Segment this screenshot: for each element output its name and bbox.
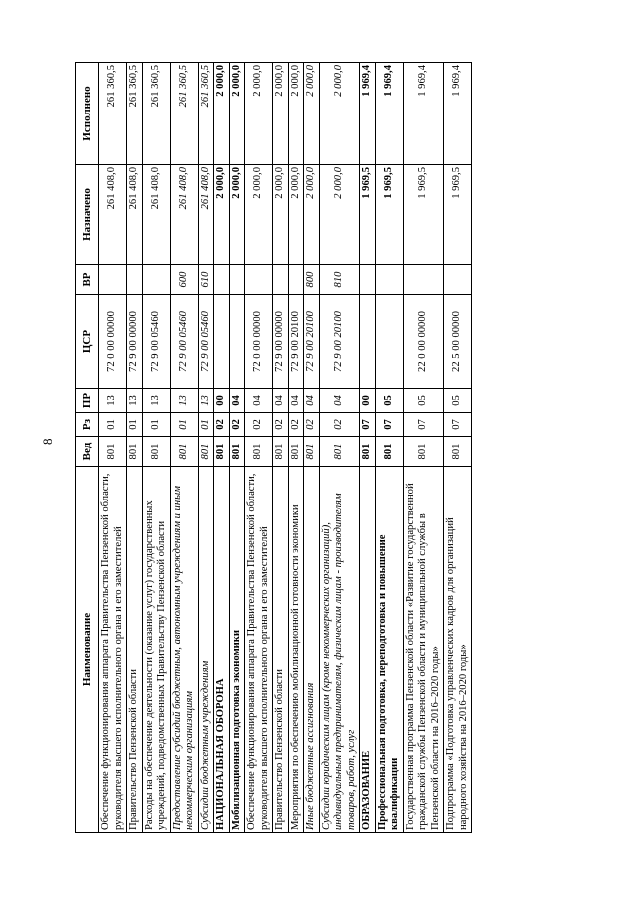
cell-pr: 04 [319, 389, 360, 413]
cell-assigned: 2 000,0 [214, 165, 230, 265]
cell-executed: 261 360,5 [142, 63, 170, 165]
cell-pr: 04 [229, 389, 245, 413]
cell-name: Субсидии юридическим лицам (кроме некоммерческих организаций), индивидуальным предпринимателям, физическим лицам - производителям товаров, работ, услуг [319, 467, 360, 833]
cell-vr [229, 265, 245, 295]
cell-csr [214, 295, 230, 389]
cell-vr [360, 265, 376, 295]
cell-executed: 261 360,5 [170, 63, 198, 165]
cell-executed: 2 000,0 [214, 63, 230, 165]
table-header-row [76, 63, 99, 833]
cell-name: Расходы на обеспечение деятельности (оказание услуг) государственных учреждений, подведомственных Правительству Пензенской области [142, 467, 170, 833]
cell-pr: 13 [142, 389, 170, 413]
cell-ved: 801 [142, 437, 170, 467]
table-row [198, 63, 214, 833]
cell-csr: 22 0 00 00000 [403, 295, 444, 389]
cell-executed: 2 000,0 [319, 63, 360, 165]
table-row [229, 63, 245, 833]
cell-ved: 801 [273, 437, 289, 467]
cell-rz: 02 [214, 413, 230, 437]
cell-rz: 07 [360, 413, 376, 437]
table-row [375, 63, 403, 833]
cell-pr: 05 [375, 389, 403, 413]
table-row [170, 63, 198, 833]
table-row [403, 63, 444, 833]
cell-csr: 72 0 00 00000 [99, 295, 127, 389]
cell-assigned: 261 408,0 [127, 165, 143, 265]
cell-ved: 801 [229, 437, 245, 467]
cell-csr [229, 295, 245, 389]
table-row [273, 63, 289, 833]
cell-rz: 01 [99, 413, 127, 437]
table-row [319, 63, 360, 833]
page-number: 8 [40, 438, 55, 445]
cell-ved: 801 [360, 437, 376, 467]
cell-vr: 600 [170, 265, 198, 295]
cell-executed: 1 969,4 [403, 63, 444, 165]
cell-executed: 261 360,5 [99, 63, 127, 165]
cell-csr: 72 9 00 05460 [170, 295, 198, 389]
table-row [304, 63, 320, 833]
cell-assigned: 2 000,0 [273, 165, 289, 265]
cell-rz: 07 [444, 413, 472, 437]
table-row [99, 63, 127, 833]
cell-vr: 610 [198, 265, 214, 295]
cell-csr: 72 9 00 20100 [319, 295, 360, 389]
col-header-name: Наименование [76, 467, 99, 833]
cell-ved: 801 [403, 437, 444, 467]
cell-csr: 72 9 00 20100 [288, 295, 304, 389]
col-header-csr: ЦСР [76, 295, 99, 389]
col-header-rz: Рз [76, 413, 99, 437]
table-row [288, 63, 304, 833]
col-header-vr: ВР [76, 265, 99, 295]
cell-vr: 800 [304, 265, 320, 295]
cell-csr: 72 0 00 00000 [245, 295, 273, 389]
cell-vr [375, 265, 403, 295]
cell-rz: 07 [375, 413, 403, 437]
cell-name: Государственная программа Пензенской области «Развитие государственной гражданской службы Пензенской области и муниципальной службы в Пензенской области на 2016–2020 годы» [403, 467, 444, 833]
table-row [214, 63, 230, 833]
cell-executed: 1 969,4 [444, 63, 472, 165]
cell-assigned: 1 969,5 [403, 165, 444, 265]
cell-ved: 801 [288, 437, 304, 467]
cell-assigned: 261 408,0 [170, 165, 198, 265]
cell-assigned: 2 000,0 [319, 165, 360, 265]
cell-name: Мобилизационная подготовка экономики [229, 467, 245, 833]
cell-pr: 04 [288, 389, 304, 413]
cell-vr: 810 [319, 265, 360, 295]
cell-assigned: 261 408,0 [198, 165, 214, 265]
cell-assigned: 1 969,5 [375, 165, 403, 265]
cell-rz: 02 [319, 413, 360, 437]
cell-vr [273, 265, 289, 295]
col-header-pr: ПР [76, 389, 99, 413]
table-row [360, 63, 376, 833]
cell-name: Обеспечение функционирования аппарата Правительства Пензенской области, руководителя высшего исполнительного органа и его заместителей [245, 467, 273, 833]
cell-pr: 13 [99, 389, 127, 413]
cell-csr [375, 295, 403, 389]
cell-pr: 13 [198, 389, 214, 413]
col-header-ved: Вед [76, 437, 99, 467]
cell-vr [403, 265, 444, 295]
table-row [142, 63, 170, 833]
table-row [245, 63, 273, 833]
cell-csr: 72 9 00 00000 [273, 295, 289, 389]
cell-pr: 00 [360, 389, 376, 413]
cell-vr [245, 265, 273, 295]
cell-ved: 801 [170, 437, 198, 467]
cell-vr [142, 265, 170, 295]
cell-executed: 2 000,0 [304, 63, 320, 165]
cell-rz: 02 [229, 413, 245, 437]
cell-name: Профессиональная подготовка, переподготовка и повышение квалификации [375, 467, 403, 833]
cell-vr [127, 265, 143, 295]
cell-name: ОБРАЗОВАНИЕ [360, 467, 376, 833]
cell-assigned: 2 000,0 [229, 165, 245, 265]
cell-csr: 72 9 00 05460 [142, 295, 170, 389]
cell-executed: 1 969,4 [375, 63, 403, 165]
cell-csr [360, 295, 376, 389]
cell-ved: 801 [99, 437, 127, 467]
cell-rz: 02 [273, 413, 289, 437]
cell-assigned: 261 408,0 [99, 165, 127, 265]
cell-rz: 01 [127, 413, 143, 437]
cell-csr: 72 9 00 20100 [304, 295, 320, 389]
cell-ved: 801 [214, 437, 230, 467]
cell-ved: 801 [304, 437, 320, 467]
cell-pr: 13 [170, 389, 198, 413]
table-body [99, 63, 472, 833]
cell-ved: 801 [375, 437, 403, 467]
cell-assigned: 261 408,0 [142, 165, 170, 265]
cell-assigned: 2 000,0 [245, 165, 273, 265]
rotated-table-wrapper [75, 63, 615, 833]
table-row [127, 63, 143, 833]
cell-rz: 02 [245, 413, 273, 437]
col-header-executed: Исполнено [76, 63, 99, 165]
col-header-assigned: Назначено [76, 165, 99, 265]
cell-rz: 02 [304, 413, 320, 437]
cell-rz: 01 [198, 413, 214, 437]
budget-table [75, 62, 472, 833]
table-row [444, 63, 472, 833]
cell-assigned: 2 000,0 [304, 165, 320, 265]
cell-name: Субсидии бюджетным учреждениям [198, 467, 214, 833]
cell-rz: 01 [170, 413, 198, 437]
cell-executed: 261 360,5 [198, 63, 214, 165]
cell-pr: 05 [444, 389, 472, 413]
cell-assigned: 1 969,5 [360, 165, 376, 265]
cell-csr: 72 9 00 05460 [198, 295, 214, 389]
cell-ved: 801 [319, 437, 360, 467]
cell-vr [99, 265, 127, 295]
cell-name: НАЦИОНАЛЬНАЯ ОБОРОНА [214, 467, 230, 833]
cell-pr: 00 [214, 389, 230, 413]
cell-rz: 02 [288, 413, 304, 437]
cell-name: Мероприятия по обеспечению мобилизационной готовности экономики [288, 467, 304, 833]
cell-vr [444, 265, 472, 295]
cell-name: Обеспечение функционирования аппарата Правительства Пензенской области, руководителя высшего исполнительного органа и его заместителей [99, 467, 127, 833]
cell-rz: 07 [403, 413, 444, 437]
cell-executed: 261 360,5 [127, 63, 143, 165]
cell-ved: 801 [127, 437, 143, 467]
cell-name: Правительство Пензенской области [273, 467, 289, 833]
cell-assigned: 1 969,5 [444, 165, 472, 265]
cell-csr: 22 5 00 00000 [444, 295, 472, 389]
cell-executed: 2 000,0 [273, 63, 289, 165]
cell-pr: 04 [245, 389, 273, 413]
cell-name: Иные бюджетные ассигнования [304, 467, 320, 833]
cell-vr [214, 265, 230, 295]
cell-name: Подпрограмма «Подготовка управленческих кадров для организаций народного хозяйства на 2016–2020 годы» [444, 467, 472, 833]
cell-executed: 2 000,0 [245, 63, 273, 165]
cell-pr: 13 [127, 389, 143, 413]
cell-assigned: 2 000,0 [288, 165, 304, 265]
cell-executed: 2 000,0 [229, 63, 245, 165]
cell-pr: 05 [403, 389, 444, 413]
cell-rz: 01 [142, 413, 170, 437]
cell-executed: 1 969,4 [360, 63, 376, 165]
cell-ved: 801 [198, 437, 214, 467]
cell-ved: 801 [245, 437, 273, 467]
cell-csr: 72 9 00 00000 [127, 295, 143, 389]
cell-name: Предоставление субсидий бюджетным, автономным учреждениям и иным некоммерческим организациям [170, 467, 198, 833]
cell-name: Правительство Пензенской области [127, 467, 143, 833]
cell-ved: 801 [444, 437, 472, 467]
cell-pr: 04 [304, 389, 320, 413]
cell-executed: 2 000,0 [288, 63, 304, 165]
cell-pr: 04 [273, 389, 289, 413]
cell-vr [288, 265, 304, 295]
